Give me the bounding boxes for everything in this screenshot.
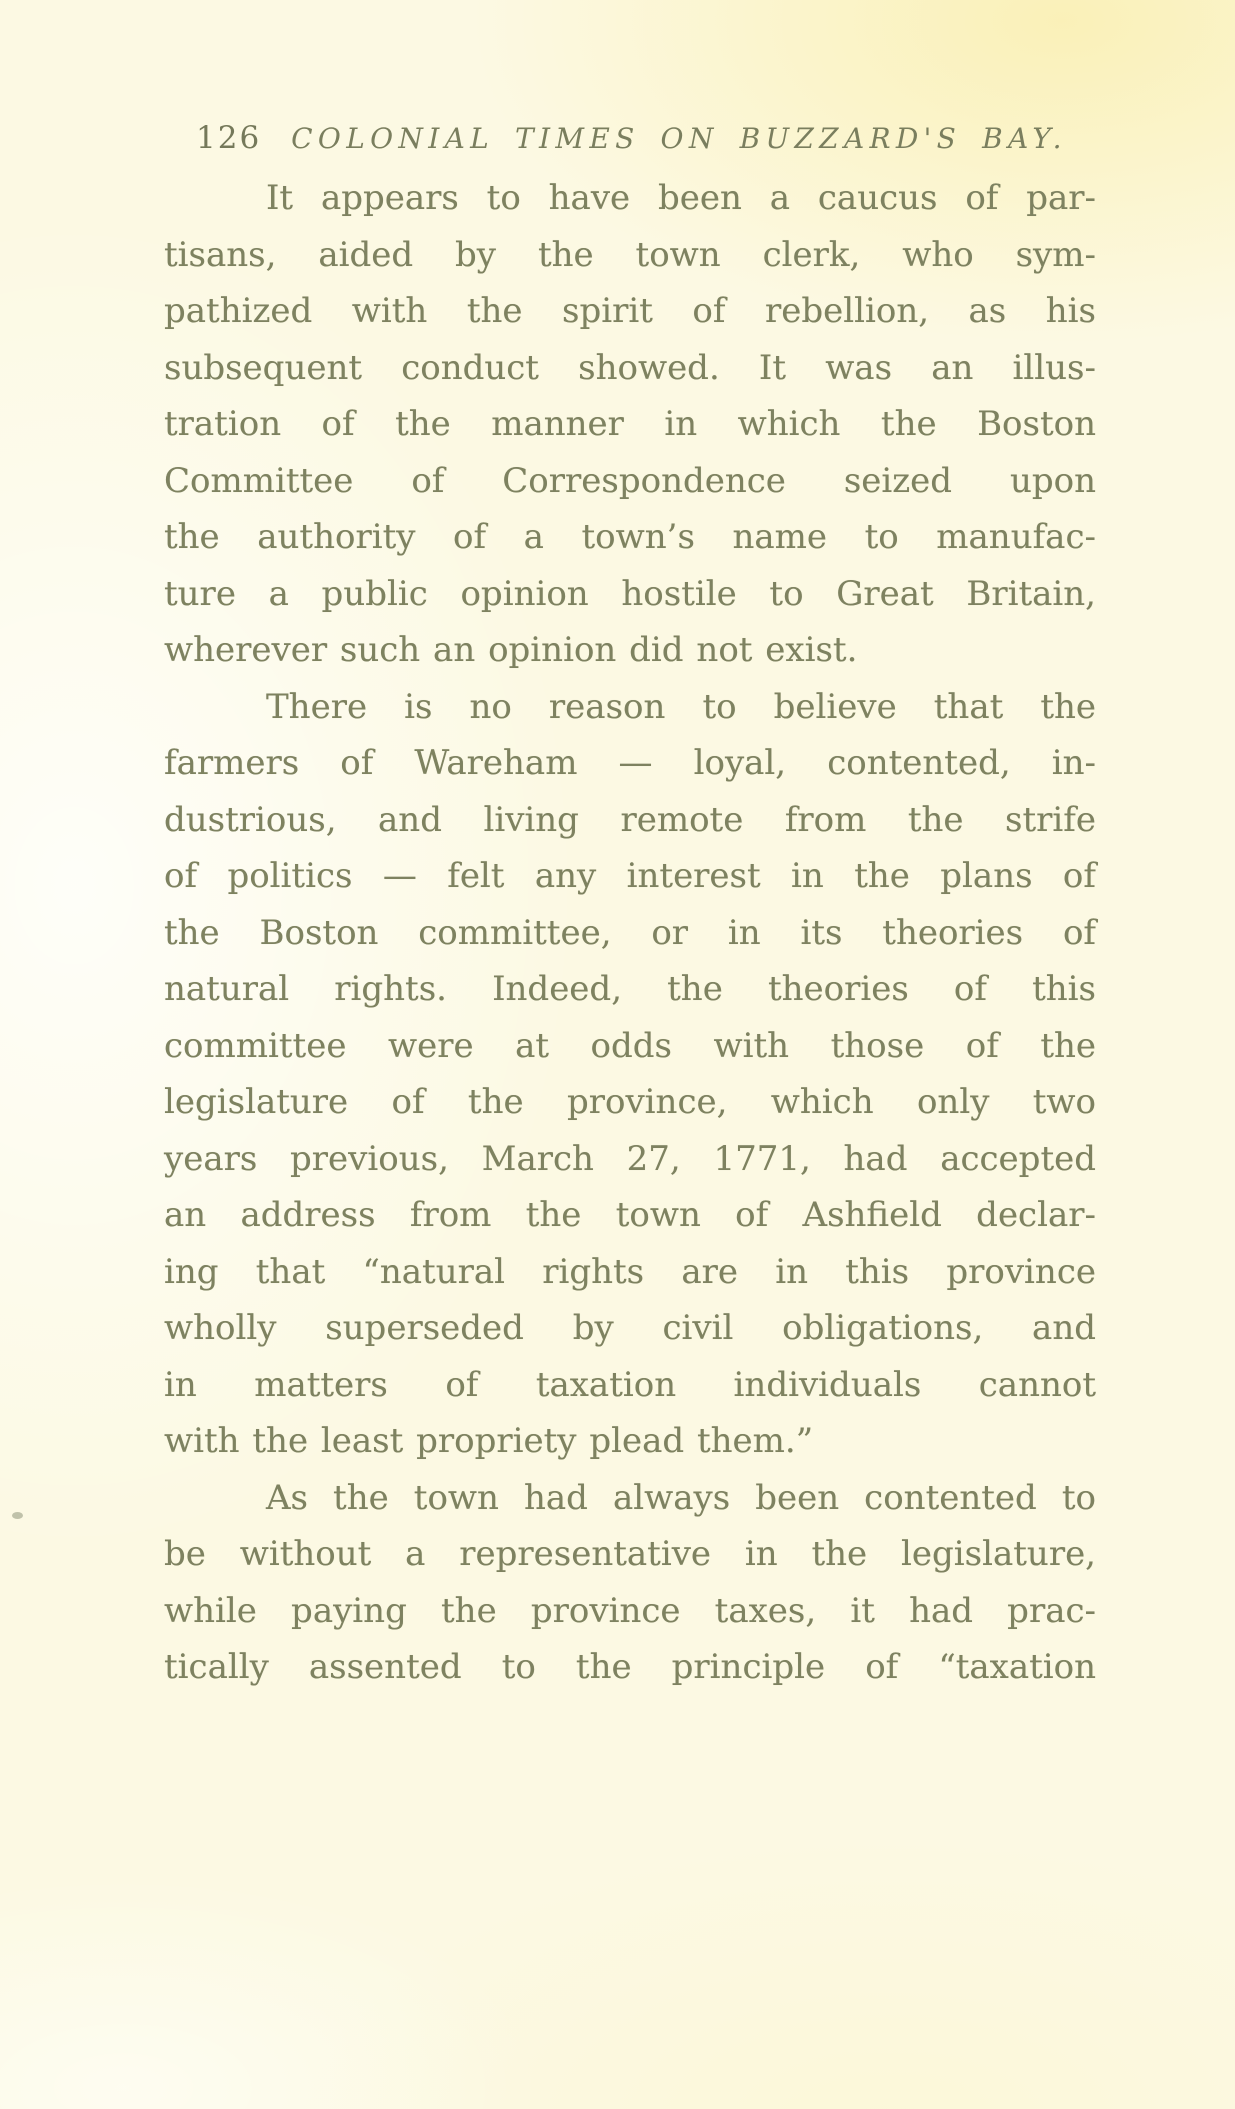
text-line: be without a representative in the legislature, <box>164 1534 1096 1574</box>
text-line: subsequent conduct showed. It was an illus- <box>164 347 1096 388</box>
page-number: 126 <box>196 120 262 156</box>
text-line: tically assented to the principle of “taxation <box>164 1647 1096 1687</box>
text-line: ing that “natural rights are in this province <box>164 1251 1096 1292</box>
text-line: There is no reason to believe that the <box>266 686 1096 727</box>
text-line: with the least propriety plead them.” <box>164 1421 814 1461</box>
text-line: in matters of taxation individuals cannot <box>164 1364 1096 1405</box>
page-text <box>164 170 1096 1696</box>
text-line: an address from the town of Ashfield declar- <box>164 1195 1096 1235</box>
text-line: farmers of Wareham — loyal, contented, in- <box>164 743 1096 783</box>
paragraph <box>164 170 1096 679</box>
text-line: the Boston committee, or in its theories of <box>164 912 1096 953</box>
text-line: committee were at odds with those of the <box>164 1025 1096 1066</box>
text-line: wholly superseded by civil obligations, and <box>164 1308 1096 1348</box>
running-title: COLONIAL TIMES ON BUZZARD'S BAY. <box>291 122 1067 155</box>
text-line: It appears to have been a caucus of par- <box>266 178 1096 218</box>
text-line: while paying the province taxes, it had prac- <box>164 1590 1096 1631</box>
paragraph <box>164 679 1096 1470</box>
text-line: natural rights. Indeed, the theories of this <box>164 969 1096 1009</box>
text-line: ture a public opinion hostile to Great Britain, <box>164 573 1096 614</box>
text-line: dustrious, and living remote from the strife <box>164 799 1096 840</box>
text-line: As the town had always been contented to <box>266 1477 1096 1518</box>
text-line: years previous, March 27, 1771, had accepted <box>164 1138 1096 1179</box>
text-line: tisans, aided by the town clerk, who sym- <box>164 234 1096 275</box>
text-line: tration of the manner in which the Boston <box>164 404 1096 444</box>
text-line: the authority of a town’s name to manufac- <box>164 517 1096 557</box>
text-line: Committee of Correspondence seized upon <box>164 460 1096 501</box>
paragraph <box>164 1470 1096 1696</box>
text-line: legislature of the province, which only two <box>164 1082 1096 1122</box>
text-line: pathized with the spirit of rebellion, as his <box>164 291 1096 331</box>
page-header <box>196 120 1067 156</box>
text-line: wherever such an opinion did not exist. <box>164 630 858 670</box>
text-line: of politics — felt any interest in the plans of <box>164 856 1096 896</box>
scan-speck <box>12 1512 23 1519</box>
